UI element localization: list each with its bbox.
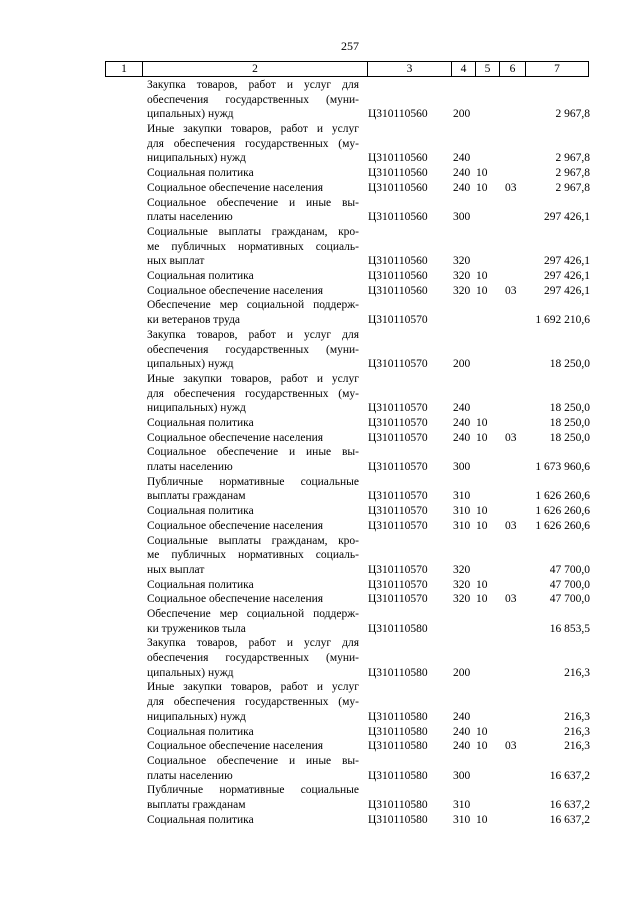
row-name-line: Социальная политика [147,813,254,826]
row-col-4: 320 [453,284,471,297]
row-col-5: 10 [476,270,488,283]
row-code: Ц310110580 [368,710,428,723]
row-name-line: Социальное обеспечение населения [147,593,324,606]
row-name-line: Социальное обеспечение населения [147,284,324,297]
table-row [0,166,640,181]
header-col-3: 3 [368,62,452,76]
row-name-line: Социальное обеспечение и иные вы- [147,754,359,767]
row-value: 16 637,2 [549,799,590,812]
table-row [0,813,640,828]
row-code: Ц310110560 [368,255,428,268]
row-code: Ц310110570 [368,431,428,444]
row-value: 216,3 [564,666,590,679]
row-name-line: обеспечения государственных (муни- [147,343,359,356]
row-value: 1 673 960,6 [535,461,590,474]
table-row [0,416,640,431]
header-col-1: 1 [106,62,143,76]
row-value: 18 250,0 [549,402,590,415]
table-row [0,578,640,593]
row-name-line: Публичные нормативные социальные [147,784,359,797]
row-value: 47 700,0 [549,563,590,576]
table-row [0,534,640,578]
row-name-line: Социальное обеспечение населения [147,431,324,444]
table-row [0,725,640,740]
table-row [0,78,640,122]
row-col-5: 10 [476,181,488,194]
row-value: 1 626 260,6 [535,519,590,532]
row-value: 297 426,1 [544,270,590,283]
row-name-line: ных выплат [147,563,205,576]
row-name-line: Социальная политика [147,578,254,591]
row-value: 297 426,1 [544,284,590,297]
row-name-line: ме публичных нормативных социаль- [147,240,359,253]
row-name-line: Социальное обеспечение населения [147,519,324,532]
row-value: 1 626 260,6 [535,490,590,503]
row-name-line: Социальная политика [147,270,254,283]
table-row [0,431,640,446]
row-name-line: Социальная политика [147,417,254,429]
row-value: 2 967,8 [555,167,590,180]
row-name-line: ниципальных) нужд [147,402,246,415]
row-value: 297 426,1 [544,255,590,268]
row-code: Ц310110560 [368,152,428,165]
row-code: Ц310110560 [368,167,428,180]
row-code: Ц310110570 [368,563,428,576]
table-row [0,328,640,372]
row-name-line: ципальных) нужд [147,666,234,679]
table-row [0,181,640,196]
row-name-line: Социальная политика [147,505,254,518]
row-code: Ц310110560 [368,211,428,224]
row-code: Ц310110580 [368,740,428,753]
row-value: 16 637,2 [549,769,590,782]
row-col-5: 10 [476,725,488,738]
row-col-4: 240 [453,725,471,738]
row-col-4: 320 [453,593,471,606]
table-row [0,783,640,812]
row-code: Ц310110570 [368,402,428,415]
row-value: 216,3 [564,710,590,723]
row-col-4: 240 [453,416,471,429]
row-value: 18 250,0 [549,431,590,444]
row-col-4: 240 [453,167,471,180]
table-row [0,372,640,416]
row-col-4: 320 [453,563,471,576]
row-col-5: 10 [476,578,488,591]
row-name-line: выплаты гражданам [147,490,246,503]
header-col-4: 4 [452,62,476,76]
row-code: Ц310110570 [368,358,428,371]
row-name-line: для обеспечения государственных (му- [147,137,359,150]
header-col-7: 7 [554,63,560,75]
row-col-4: 310 [453,799,471,812]
row-code: Ц310110580 [368,725,428,738]
row-name-line: для обеспечения государственных (му- [147,387,359,400]
row-name-line: Иные закупки товаров, работ и услуг [147,372,359,385]
row-code: Ц310110560 [368,270,428,283]
row-value: 47 700,0 [549,593,590,606]
row-name-line: платы населению [147,461,233,474]
table-row [0,739,640,754]
header-col-5: 5 [476,62,500,76]
row-col-4: 240 [453,402,471,415]
row-col-5: 10 [476,740,488,753]
table-body [0,78,640,827]
row-name-line: Социальное обеспечение и иные вы- [147,446,359,459]
row-col-6: 03 [505,593,517,606]
row-code: Ц310110560 [368,284,428,297]
row-col-4: 320 [453,270,471,283]
table-row [0,196,640,225]
table-row [0,475,640,504]
row-col-5: 10 [476,593,488,606]
row-col-4: 320 [453,255,471,268]
row-col-4: 300 [453,461,471,474]
table-header [105,61,589,77]
row-name-line: ки тружеников тыла [147,622,246,635]
row-code: Ц310110580 [368,799,428,812]
page-number: 257 [341,39,359,53]
row-name-line: ме публичных нормативных социаль- [147,549,359,562]
row-name-line: Закупка товаров, работ и услуг для [147,328,359,341]
row-code: Ц310110570 [368,519,428,532]
row-code: Ц310110570 [368,314,428,327]
row-code: Ц310110560 [368,181,428,194]
row-col-5: 10 [476,416,488,429]
row-name-line: ниципальных) нужд [147,152,246,165]
row-col-6: 03 [505,431,517,444]
row-value: 47 700,0 [549,578,590,591]
row-code: Ц310110580 [368,622,428,635]
row-code: Ц310110560 [368,108,428,121]
row-col-4: 200 [453,666,471,679]
row-name-line: платы населению [147,211,233,224]
row-col-4: 310 [453,505,471,518]
row-col-5: 10 [476,505,488,518]
row-value: 297 426,1 [544,211,590,224]
row-col-4: 320 [453,578,471,591]
row-col-4: 240 [453,431,471,444]
row-col-4: 300 [453,211,471,224]
row-name-line: платы населению [147,769,233,782]
row-col-4: 200 [453,108,471,121]
row-name-line: ципальных) нужд [147,108,234,121]
row-code: Ц310110580 [368,813,428,826]
row-code: Ц310110570 [368,578,428,591]
row-code: Ц310110570 [368,505,428,518]
row-col-4: 310 [453,519,471,532]
row-name-line: ниципальных) нужд [147,710,246,723]
table-row [0,519,640,534]
table-row [0,445,640,474]
table-row [0,607,640,636]
row-value: 216,3 [564,740,590,753]
row-col-4: 300 [453,769,471,782]
row-name-line: Обеспечение мер социальной поддерж- [147,608,359,620]
table-row [0,592,640,607]
row-name-line: Закупка товаров, работ и услуг для [147,79,359,91]
row-value: 16 637,2 [549,813,590,826]
row-code: Ц310110570 [368,593,428,606]
table-row [0,284,640,299]
row-col-5: 10 [476,167,488,180]
row-name-line: Социальная политика [147,725,254,738]
row-col-6: 03 [505,181,517,194]
row-value: 18 250,0 [549,416,590,429]
row-name-line: Социальная политика [147,167,254,180]
row-name-line: Публичные нормативные социальные [147,475,359,488]
row-name-line: ципальных) нужд [147,358,234,371]
row-name-line: ки ветеранов труда [147,314,241,327]
row-code: Ц310110580 [368,769,428,782]
header-col-6: 6 [500,62,526,76]
row-name-line: Социальные выплаты гражданам, кро- [147,225,359,238]
row-name-line: Иные закупки товаров, работ и услуг [147,123,359,136]
row-name-line: Социальное обеспечение населения [147,740,324,753]
row-col-6: 03 [505,519,517,532]
row-name-line: Социальное обеспечение и иные вы- [147,196,359,209]
row-col-4: 240 [453,710,471,723]
row-code: Ц310110580 [368,666,428,679]
row-value: 18 250,0 [549,358,590,371]
row-name-line: Обеспечение мер социальной поддерж- [147,299,359,312]
row-value: 2 967,8 [555,181,590,194]
row-name-line: обеспечения государственных (муни- [147,93,359,106]
row-col-5: 10 [476,431,488,444]
row-name-line: для обеспечения государственных (му- [147,696,359,709]
row-col-4: 310 [453,490,471,503]
table-row [0,504,640,519]
row-value: 216,3 [564,725,590,738]
table-row [0,122,640,166]
row-col-4: 240 [453,152,471,165]
row-name-line: ных выплат [147,255,205,268]
table-row [0,636,640,680]
row-col-6: 03 [505,740,517,753]
row-code: Ц310110570 [368,416,428,429]
table-row [0,269,640,284]
row-col-4: 200 [453,358,471,371]
row-col-4: 240 [453,740,471,753]
row-value: 2 967,8 [555,108,590,121]
row-col-5: 10 [476,519,488,532]
row-col-6: 03 [505,284,517,297]
row-value: 1 626 260,6 [535,505,590,518]
row-code: Ц310110570 [368,490,428,503]
table-row [0,298,640,327]
row-value: 1 692 210,6 [535,314,590,327]
row-col-5: 10 [476,284,488,297]
row-name-line: Иные закупки товаров, работ и услуг [147,681,359,694]
row-name-line: обеспечения государственных (муни- [147,652,359,665]
row-name-line: Социальное обеспечение населения [147,181,324,194]
row-name-line: выплаты гражданам [147,799,246,812]
row-code: Ц310110570 [368,461,428,474]
row-value: 16 853,5 [549,622,590,635]
table-row [0,680,640,724]
table-row [0,754,640,783]
header-col-2: 2 [143,62,368,76]
row-name-line: Закупка товаров, работ и услуг для [147,637,359,650]
row-name-line: Социальные выплаты гражданам, кро- [147,534,359,547]
row-col-4: 310 [453,813,471,826]
row-col-4: 240 [453,181,471,194]
row-col-5: 10 [476,813,488,826]
table-row [0,225,640,269]
row-value: 2 967,8 [555,152,590,165]
